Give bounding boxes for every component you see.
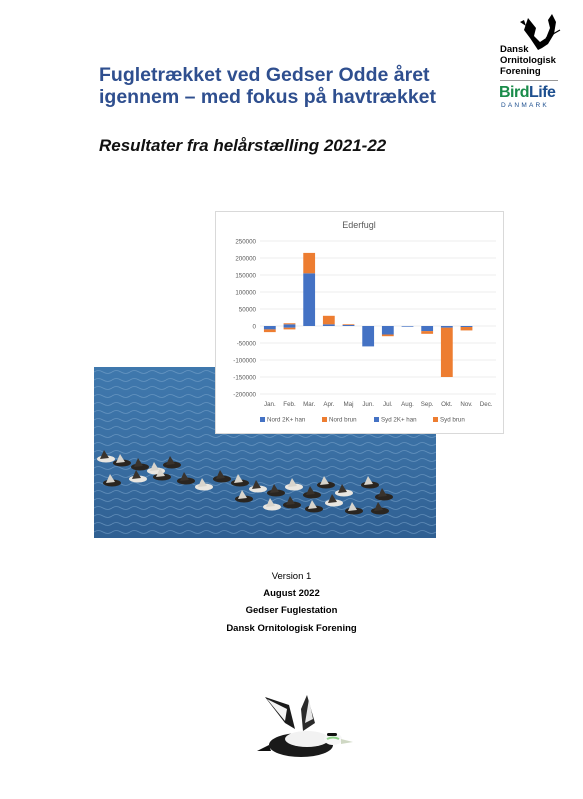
chart-bar bbox=[382, 326, 394, 335]
y-tick-label: -100000 bbox=[233, 357, 256, 365]
x-tick-label: Mar. bbox=[303, 401, 316, 408]
y-tick-label: 100000 bbox=[235, 289, 256, 297]
y-tick-label: 0 bbox=[252, 323, 256, 331]
station-label: Gedser Fuglestation bbox=[245, 605, 338, 616]
legend-swatch bbox=[322, 417, 327, 422]
legend-swatch bbox=[260, 417, 265, 422]
version-label: Version 1 bbox=[271, 571, 312, 582]
chart-bar bbox=[303, 253, 315, 273]
y-tick-label: 50000 bbox=[238, 306, 256, 314]
chart-bar bbox=[362, 326, 374, 346]
chart-bar bbox=[461, 327, 473, 330]
chart-bar bbox=[421, 331, 433, 334]
chart-bar bbox=[343, 325, 355, 326]
chart-bar bbox=[441, 326, 453, 328]
org-label: Dansk Ornitologisk Forening bbox=[226, 623, 357, 634]
x-tick-label: Nov. bbox=[460, 401, 473, 408]
x-tick-label: Jan. bbox=[263, 401, 276, 408]
page-subtitle: Resultater fra helårstælling 2021-22 bbox=[99, 136, 387, 155]
legend-swatch bbox=[433, 417, 438, 422]
legend-swatch bbox=[374, 417, 379, 422]
ederfugl-chart bbox=[215, 211, 504, 434]
y-tick-label: 200000 bbox=[235, 255, 256, 263]
logo-divider bbox=[500, 80, 558, 81]
dof-wordmark: Dansk Ornitologisk Forening bbox=[500, 44, 556, 77]
chart-bar bbox=[382, 335, 394, 337]
chart-bar bbox=[461, 326, 473, 327]
chart-bar bbox=[421, 326, 433, 331]
chart-bar bbox=[264, 329, 276, 332]
legend-label: Nord brun bbox=[329, 416, 357, 424]
x-tick-label: Jul. bbox=[383, 401, 393, 408]
title-line-1: Fugletrækket ved Gedser Odde året bbox=[99, 64, 430, 86]
chart-bar bbox=[284, 328, 296, 330]
chart-bar bbox=[323, 324, 335, 326]
y-tick-label: 250000 bbox=[235, 238, 256, 246]
birdlife-wordmark: BirdLife bbox=[499, 84, 556, 101]
y-tick-label: -50000 bbox=[236, 340, 256, 348]
chart-bar bbox=[284, 326, 296, 328]
x-tick-label: Dec. bbox=[479, 401, 493, 408]
chart-bar bbox=[264, 326, 276, 329]
x-tick-label: Okt. bbox=[441, 401, 453, 408]
x-tick-label: Maj bbox=[343, 401, 354, 408]
legend-label: Nord 2K+ han bbox=[267, 416, 306, 424]
chart-bar bbox=[284, 324, 296, 326]
page-title bbox=[99, 64, 489, 108]
eider-illustration-icon bbox=[255, 693, 355, 765]
title-line-2: igennem – med fokus på havtrækket bbox=[99, 86, 437, 108]
x-tick-label: Aug. bbox=[401, 401, 414, 408]
chart-bar bbox=[284, 323, 296, 324]
x-tick-label: Sep. bbox=[420, 401, 434, 408]
x-tick-label: Apr. bbox=[323, 401, 335, 408]
chart-bar bbox=[343, 324, 355, 325]
chart-title: Ederfugl bbox=[342, 220, 376, 230]
birdlife-danmark: DANMARK bbox=[501, 102, 549, 109]
y-tick-label: -200000 bbox=[233, 391, 256, 399]
chart-bar bbox=[402, 326, 414, 327]
x-tick-label: Feb. bbox=[283, 401, 296, 408]
chart-bar bbox=[303, 273, 315, 326]
legend-label: Syd brun bbox=[440, 416, 465, 424]
y-tick-label: 150000 bbox=[235, 272, 256, 280]
y-tick-label: -150000 bbox=[233, 374, 256, 382]
x-tick-label: Jun. bbox=[362, 401, 375, 408]
chart-bar bbox=[323, 316, 335, 325]
legend-label: Syd 2K+ han bbox=[381, 416, 417, 424]
date-label: August 2022 bbox=[263, 588, 320, 599]
chart-bar bbox=[441, 328, 453, 377]
